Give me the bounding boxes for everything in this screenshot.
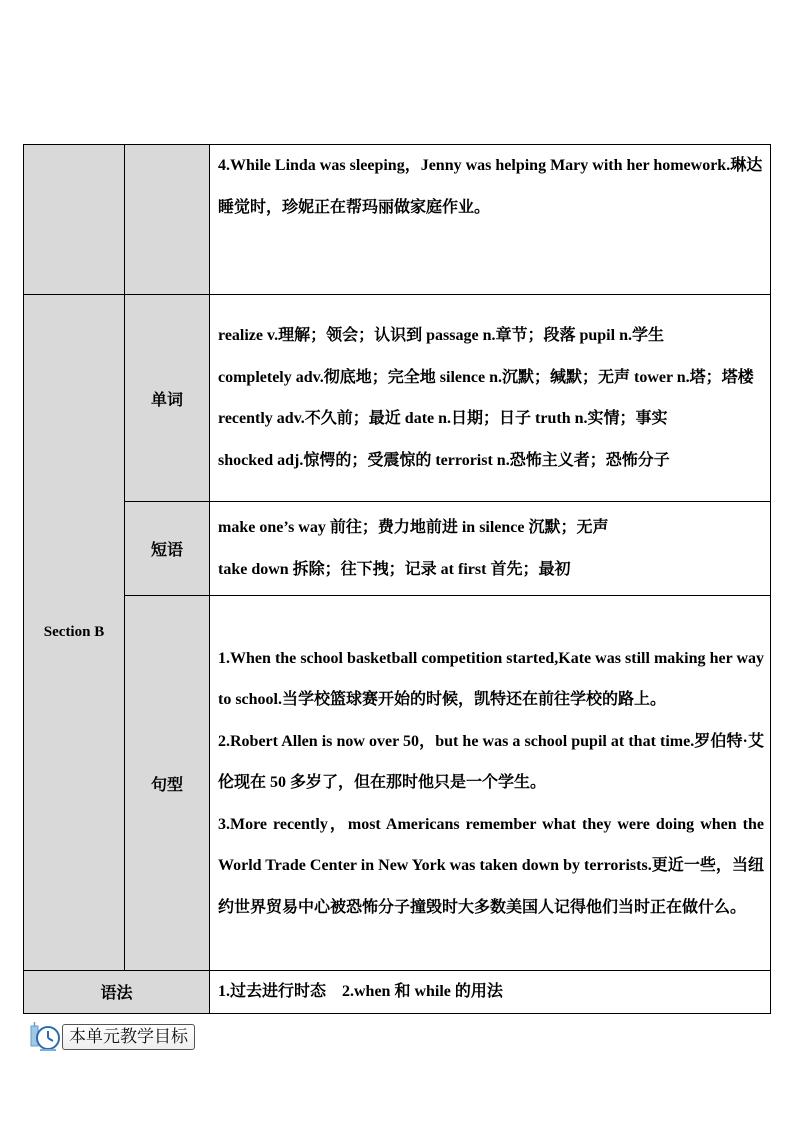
grammar-content: 1.过去进行时态 2.when 和 while 的用法: [210, 971, 771, 1014]
words-line: completely adv.彻底地；完全地 silence n.沉默；缄默；无声 tower n.塔；塔楼: [218, 368, 754, 386]
words-label: 单词: [125, 295, 210, 502]
sentences-label: 句型: [125, 596, 210, 971]
lesson-table: [23, 144, 771, 1014]
words-line: shocked adj.惊愕的；受震惊的 terrorist n.恐怖主义者；恐怖分子: [218, 451, 670, 469]
category-cell-empty: [125, 145, 210, 295]
phrase-line: make one’s way 前往；费力地前进 in silence 沉默；无声: [218, 519, 609, 536]
sentence-line: 3.More recently，most Americans remember what they were doing when the World Trade Center in New York was taken down by terrorists.更近一些，当纽约世界贸易中心被恐怖分子撞毁时大多数美国人记得他们当时正在做什么。: [218, 815, 764, 916]
clock-icon: [30, 1022, 64, 1052]
section-cell-empty: [24, 145, 125, 295]
words-row: [24, 295, 771, 502]
phrases-label: 短语: [125, 502, 210, 596]
phrase-line: take down 拆除；往下拽；记录 at first 首先；最初: [218, 560, 571, 578]
sentence-row-4: [24, 145, 771, 295]
phrases-cell: [210, 502, 771, 596]
sentences-row: [24, 596, 771, 971]
sentence-line: 1.When the school basketball competition started,Kate was still making her way to school.当学校篮球赛开始的时候，凯特还在前往学校的路上。: [218, 649, 764, 709]
sentences-cell: [210, 596, 771, 971]
sentence-cell: [210, 145, 771, 295]
words-cell: [210, 295, 771, 502]
words-line: recently adv.不久前；最近 date n.日期；日子 truth n.实情；事实: [218, 410, 668, 427]
teaching-goal-label: 本单元教学目标: [62, 1024, 195, 1050]
phrases-row: [24, 502, 771, 596]
words-line: realize v.理解；领会；认识到 passage n.章节；段落 pupil n.学生: [218, 327, 664, 344]
section-b-label: Section B: [24, 295, 125, 971]
teaching-goal-heading: [30, 1022, 195, 1052]
sentence-line: 2.Robert Allen is now over 50，but he was a school pupil at that time.罗伯特·艾伦现在 50 多岁了，但在那时他只是一个学生。: [218, 732, 764, 792]
sentence-4: 4.While Linda was sleeping，Jenny was helping Mary with her homework.琳达睡觉时，珍妮正在帮玛丽做家庭作业。: [218, 157, 763, 216]
grammar-row: [24, 971, 771, 1014]
grammar-label: 语法: [24, 971, 210, 1014]
